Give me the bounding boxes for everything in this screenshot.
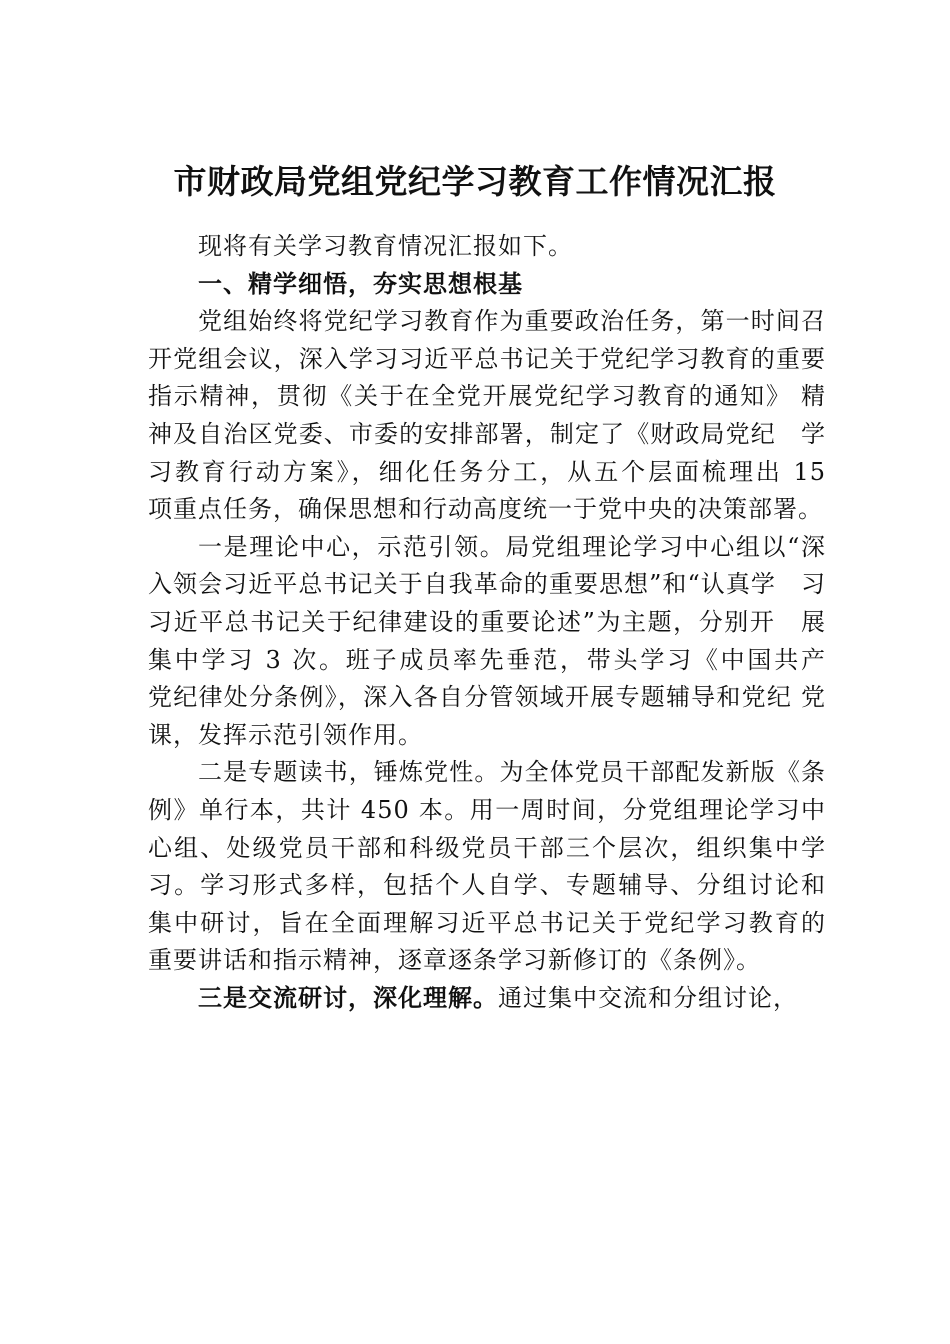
paragraph-3-lead: 二是专题读书，锤炼党性。	[198, 758, 500, 787]
paragraph-2-lead: 一是理论中心，示范引领。	[198, 532, 506, 561]
paragraph-2-body: 局党组理论学习中心组以“深 入领会习近平总书记关于自我革命的重要思想”和“认真学 习习近平总书记关于纪律建设的重要论述”为主题，分别开 展集中学习 3 次。班子成员率先垂范，带头学习《中国共产 党纪律处分条例》，深入各自分管领域开展专题辅导和党纪 党课，发挥示范引领作用。	[148, 532, 851, 749]
intro-paragraph: 现将有关学习教育情况汇报如下。	[198, 232, 573, 260]
paragraph-2	[148, 529, 851, 755]
paragraph-3	[148, 754, 851, 980]
paragraph-1: 党组始终将党纪学习教育作为重要政治任务，第一时间召开党组会议，深入学习习近平总书记关于党纪学习教育的重要指示精神，贯彻《关于在全党开展党纪学习教育的通知》 精神及自治区党委、市委的安排部署，制定了《财政局党纪 学习教育行动方案》，细化任务分工，从五个层面梳理出 15 项重点任务，确保思想和行动高度统一于党中央的决策部署。	[148, 307, 851, 524]
paragraph-4-lead: 三是交流研讨，深化理解。	[198, 983, 498, 1012]
paragraph-4-body: 通过集中交流和分组讨论，	[498, 983, 798, 1012]
paragraph-3-body: 为全体党员干部配发新版《条例》单行本，共计 450 本。用一周时间，分党组理论学习中 心组、处级党员干部和科级党员干部三个层次，组织集中学 习。学习形式多样，包括个人自学、专题辅导、分组讨论和 集中研讨，旨在全面理解习近平总书记关于党纪学习教育的 重要讲话和指示精神，逐章逐条学习新修订的《条例》。	[148, 758, 851, 975]
document-body	[148, 228, 851, 1017]
section-heading: 一、精学细悟，夯实思想根基	[198, 269, 523, 298]
document-title: 市财政局党组党纪学习教育工作情况汇报	[173, 162, 777, 201]
paragraph-4	[148, 980, 826, 1018]
